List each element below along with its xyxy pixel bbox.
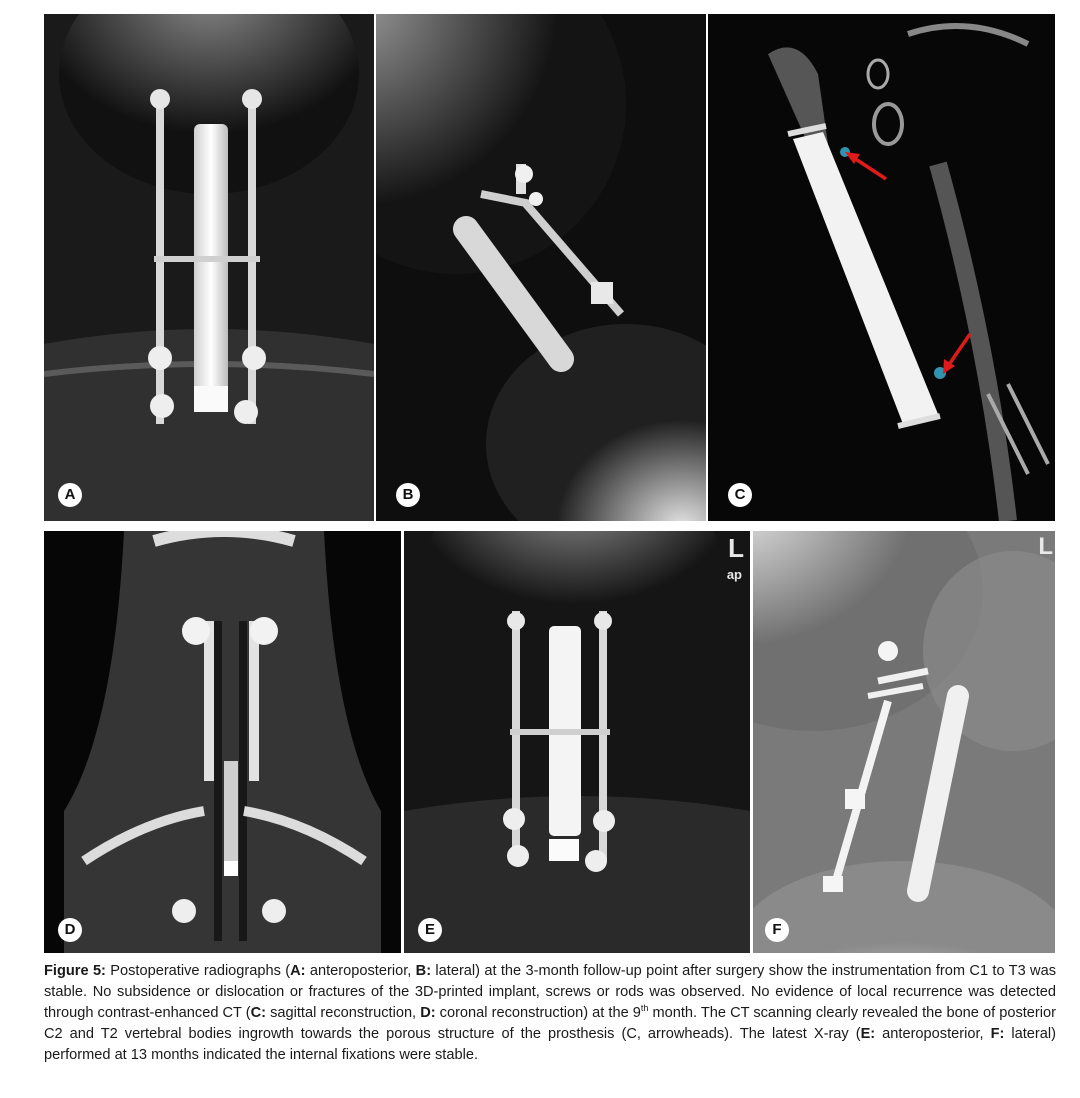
- panel-f-xray-lateral: [753, 531, 1055, 953]
- panel-c-image: [708, 14, 1055, 521]
- panel-d-image: [44, 531, 401, 953]
- panel-b-xray-lateral: [376, 14, 706, 521]
- caption-key-b: B:: [415, 963, 432, 979]
- caption-key-c: C:: [250, 1005, 267, 1021]
- panel-b-label: B: [396, 483, 420, 507]
- panel-b-image: [376, 14, 706, 521]
- caption-key-a: A:: [290, 963, 306, 979]
- panel-e-image: [404, 531, 750, 953]
- panel-f-side-marker: L: [1038, 533, 1053, 560]
- panel-a-image: [44, 14, 374, 521]
- caption-text-8: lateral) performed at 13 months indicated the internal fixations were stable.: [44, 1026, 1056, 1063]
- caption-key-e: E:: [860, 1026, 876, 1042]
- caption-superscript: th: [640, 1003, 649, 1014]
- caption-figure-label: Figure 5:: [44, 963, 106, 979]
- panel-e-view-marker: ap: [726, 567, 742, 582]
- panel-a-label: A: [58, 483, 82, 507]
- caption-text-3: lateral) at the 3-month follow-up point after surgery show the instrumentation from C1 to T3 was stable. No subsidence or dislocation or fractures of the 3D-printed implant, screws or rods was observed. No evidence of local recurrence was detected through contrast-enhanced CT (: [44, 963, 1056, 1021]
- caption-text-7: anteroposterior,: [875, 1026, 991, 1042]
- figure-caption: [44, 961, 1056, 1066]
- panel-f-label: F: [765, 918, 789, 942]
- panel-d-label: D: [58, 918, 82, 942]
- caption-text-2: anteroposterior,: [305, 963, 416, 979]
- panel-e-xray-ap: [404, 531, 750, 953]
- caption-text-1: Postoperative radiographs (: [105, 963, 291, 979]
- panel-e-side-marker: L: [728, 533, 744, 563]
- panel-a-xray-ap: [44, 14, 374, 521]
- panel-f-image: [753, 531, 1055, 953]
- panel-c-ct-sagittal: [708, 14, 1055, 521]
- caption-key-d: D:: [420, 1005, 436, 1021]
- caption-text-5: coronal reconstruction) at the 9: [435, 1005, 641, 1021]
- panel-d-ct-coronal: [44, 531, 401, 953]
- caption-key-f: F:: [990, 1026, 1005, 1042]
- panel-c-label: C: [728, 483, 752, 507]
- panel-e-label: E: [418, 918, 442, 942]
- caption-text-6: month. The CT scanning clearly revealed the bone of posterior C2 and T2 vertebral bodies ingrowth towards the porous structure of the prosthesis (C, arrowheads). The latest X-ray (: [44, 1005, 1056, 1042]
- caption-text-4: sagittal reconstruction,: [266, 1005, 421, 1021]
